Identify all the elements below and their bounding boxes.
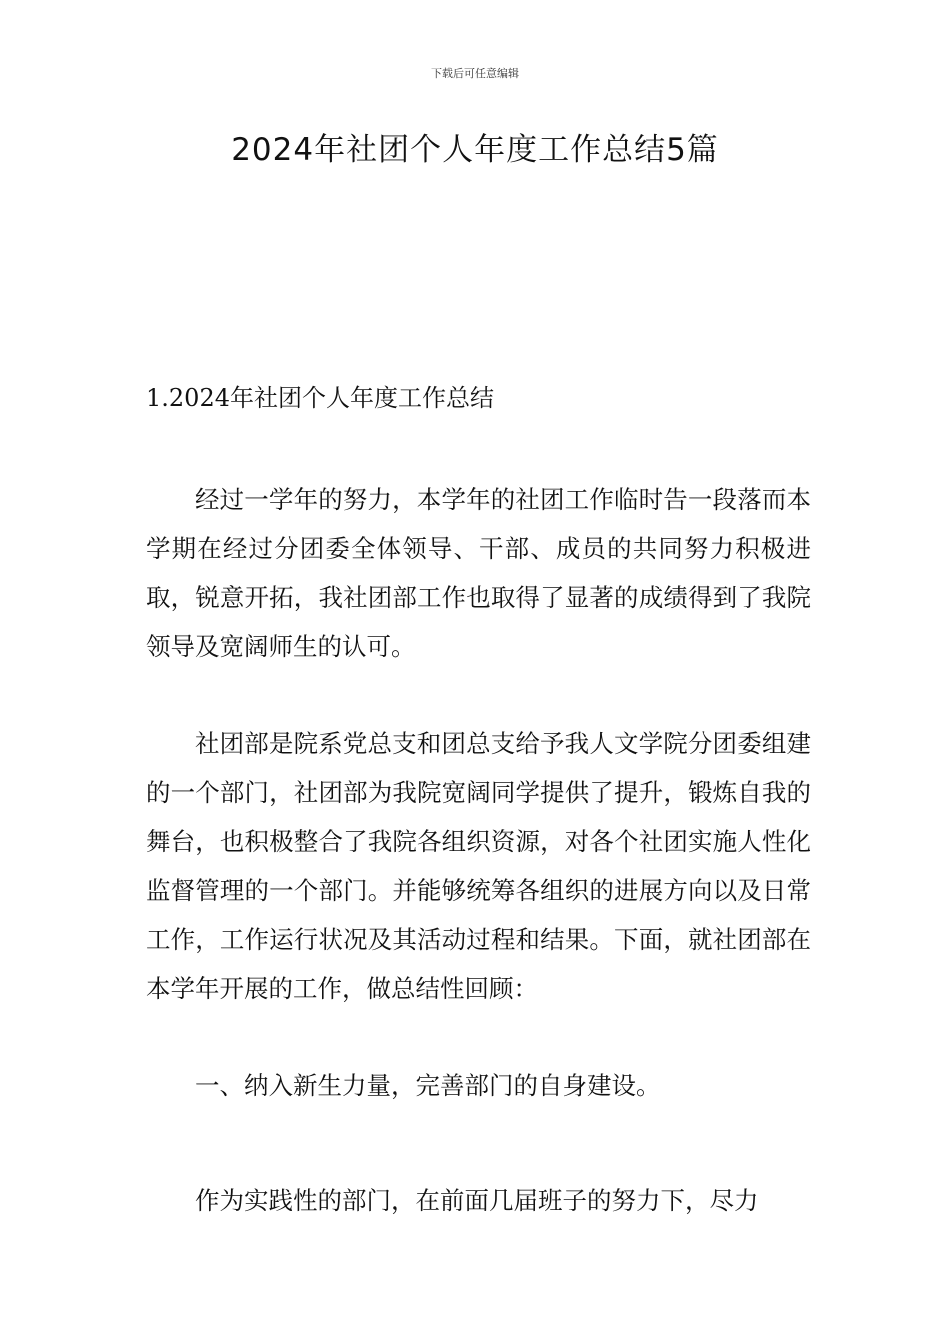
paragraph-practice: 作为实践性的部门，在前面几届班子的努力下，尽力 — [195, 1186, 759, 1215]
document-title: 2024年社团个人年度工作总结5篇 — [231, 132, 719, 168]
paragraph-department: 社团部是院系党总支和团总支给予我人文学院分团委组建的一个部门，社团部为我院宽阔同学提供了提升，锻炼自我的舞台，也积极整合了我院各组织资源，对各个社团实施人性化监督管理的一个部门。并能够统筹各组织的进展方向以及日常工作，工作运行状况及其活动过程和结果。下面，就社团部在本学年开展的工作，做总结性回顾： — [146, 729, 811, 1003]
paragraph-intro: 经过一学年的努力，本学年的社团工作临时告一段落而本学期在经过分团委全体领导、干部、成员的共同努力积极进取，锐意开拓，我社团部工作也取得了显著的成绩得到了我院领导及宽阔师生的认可。 — [146, 485, 811, 661]
section-heading: 1.2024年社团个人年度工作总结 — [146, 384, 494, 412]
header-note: 下载后可任意编辑 — [431, 67, 519, 80]
paragraph-subheading: 一、纳入新生力量，完善部门的自身建设。 — [195, 1071, 661, 1100]
